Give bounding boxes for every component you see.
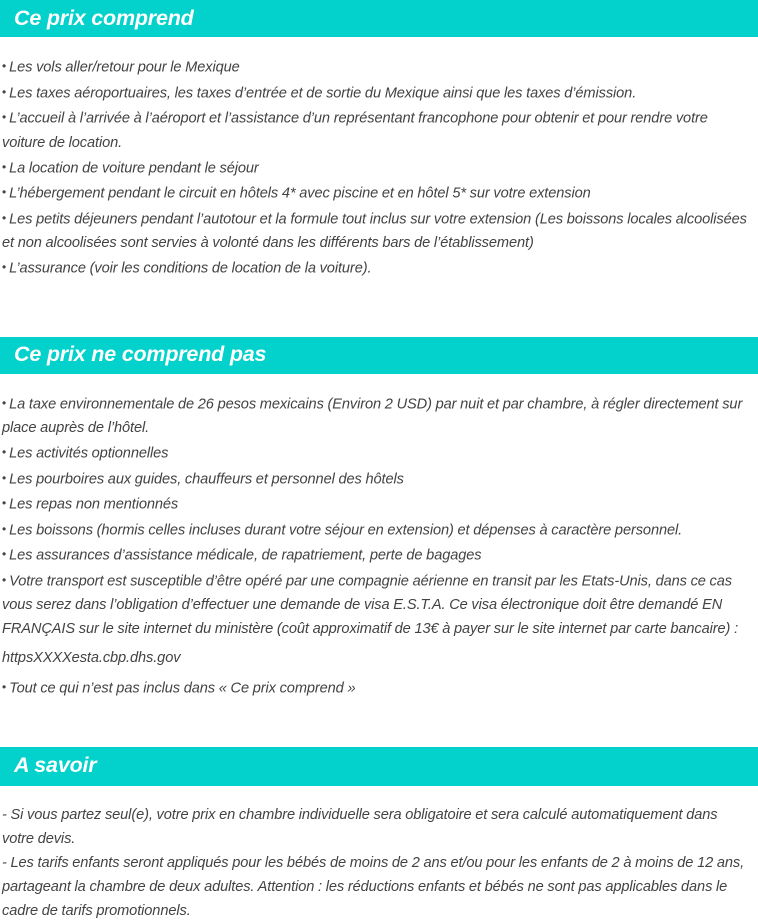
item-text: Les vols aller/retour pour le Mexique — [9, 59, 240, 76]
item-text: httpsXXXXesta.cbp.dhs.gov — [2, 650, 181, 666]
item-text: Les petits déjeuners pendant l’autotour et la formule tout inclus sur votre extension (Les boissons locales alcoolisées et non alcoolisées sont servies à volonté dans les différents bars de l’établissement) — [2, 211, 747, 251]
item-text: Votre transport est susceptible d’être opéré par une compagnie aérienne en transit par les Etats-Unis, dans ce cas vous serez dans l’obligation d’effectuer une demande de visa E.S.T.A. Ce visa électronique doit être demandé EN FRANÇAIS sur le site internet du ministère (coût approximatif de 13€ à payer sur le site internet par carte bancaire) : — [2, 573, 739, 637]
item-text: La location de voiture pendant le séjour — [9, 160, 259, 176]
spacer — [0, 374, 758, 391]
bullet-item — [2, 440, 752, 466]
bullet-icon: • — [2, 159, 7, 174]
bullet-item — [2, 155, 752, 181]
bullet-icon: • — [2, 59, 7, 73]
section-title: A savoir — [14, 753, 97, 778]
item-text: Les activités optionnelles — [9, 445, 169, 462]
section-body-ce-prix-comprend — [0, 54, 758, 281]
item-text: Les tarifs enfants seront appliqués pour les bébés de moins de 2 ans et/ou pour les enfants de 2 à moins de 12 ans, partageant la chambre de deux adultes. Attention : les réductions enfants et bébés ne sont pas applicables dans le cadre de tarifs promotionnels. — [2, 854, 745, 919]
bullet-item — [2, 466, 752, 492]
bullet-item — [2, 180, 752, 206]
dash-icon: - — [2, 806, 11, 823]
bullet-icon: • — [2, 521, 7, 536]
spacer — [0, 701, 758, 747]
section-header-a-savoir — [0, 747, 758, 786]
section-body-ce-prix-ne-comprend-pas — [0, 391, 758, 701]
dash-item — [2, 851, 752, 923]
bullet-icon: • — [2, 470, 7, 485]
bullet-icon: • — [2, 84, 7, 99]
item-text: Si vous partez seul(e), votre prix en chambre individuelle sera obligatoire et sera calculé automatiquement dans votre devis. — [2, 806, 718, 847]
section-title: Ce prix comprend — [14, 5, 194, 30]
dash-icon: - — [2, 854, 11, 871]
bullet-item — [2, 206, 752, 256]
item-text: Tout ce qui n’est pas inclus dans « Ce prix comprend » — [9, 680, 356, 697]
bullet-item — [2, 568, 752, 642]
bullet-item — [2, 391, 752, 441]
bullet-icon: • — [2, 496, 7, 510]
spacer — [0, 786, 758, 803]
bullet-item — [2, 542, 752, 568]
bullet-item — [2, 675, 752, 701]
item-text: Les repas non mentionnés — [9, 496, 179, 513]
plain-text-line — [2, 646, 752, 670]
section-header-ce-prix-comprend — [0, 0, 758, 37]
bullet-icon: • — [2, 445, 7, 459]
bullet-icon: • — [2, 395, 7, 410]
spacer — [0, 281, 758, 337]
item-text: Les pourboires aux guides, chauffeurs et personnel des hôtels — [9, 471, 404, 487]
section-title: Ce prix ne comprend pas — [14, 342, 267, 367]
section-body-a-savoir — [0, 803, 758, 923]
bullet-item — [2, 517, 752, 543]
bullet-icon: • — [2, 572, 7, 587]
bullet-item — [2, 54, 752, 80]
item-text: Les assurances d’assistance médicale, de rapatriement, perte de bagages — [9, 547, 482, 564]
spacer — [0, 37, 758, 54]
bullet-icon: • — [2, 547, 7, 561]
item-text: L’assurance (voir les conditions de location de la voiture). — [9, 260, 372, 277]
bullet-icon: • — [2, 185, 7, 199]
item-text: Les boissons (hormis celles incluses durant votre séjour en extension) et dépenses à caractère personnel. — [9, 522, 683, 538]
bullet-item — [2, 80, 752, 106]
section-header-ce-prix-ne-comprend-pas — [0, 337, 758, 374]
bullet-icon: • — [2, 680, 7, 694]
bullet-icon: • — [2, 210, 7, 225]
bullet-icon: • — [2, 260, 7, 274]
dash-item — [2, 803, 752, 851]
bullet-item — [2, 491, 752, 517]
item-text: La taxe environnementale de 26 pesos mexicains (Environ 2 USD) par nuit et par chambre, à régler directement sur place auprès de l’hôtel. — [2, 396, 743, 436]
bullet-item — [2, 105, 752, 155]
item-text: L’hébergement pendant le circuit en hôtels 4* avec piscine et en hôtel 5* sur votre extension — [9, 185, 591, 202]
bullet-item — [2, 255, 752, 281]
item-text: L’accueil à l’arrivée à l’aéroport et l’assistance d’un représentant francophone pour obtenir et pour rendre votre voiture de location. — [2, 110, 708, 151]
bullet-icon: • — [2, 110, 7, 124]
item-text: Les taxes aéroportuaires, les taxes d’entrée et de sortie du Mexique ainsi que les taxes d’émission. — [9, 85, 637, 101]
